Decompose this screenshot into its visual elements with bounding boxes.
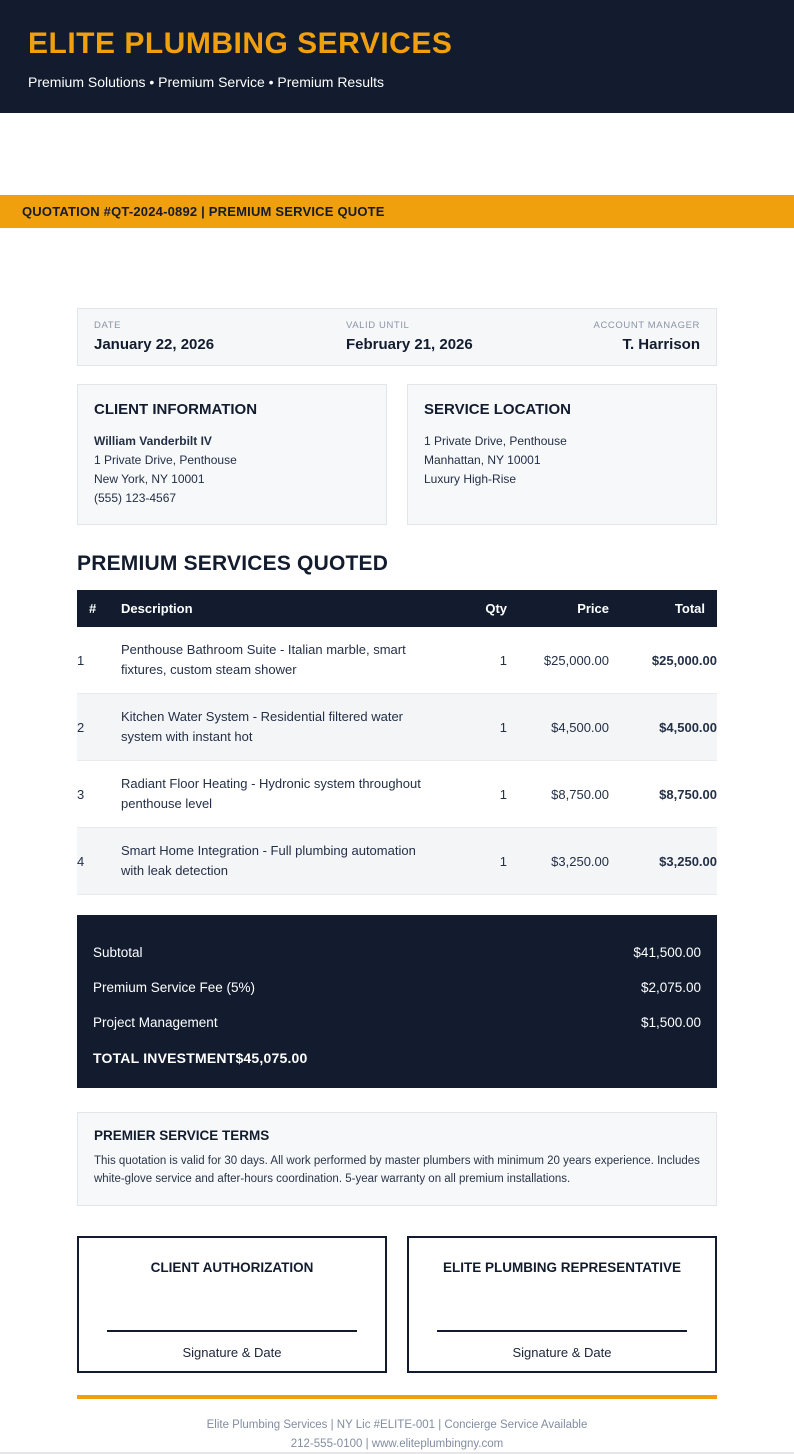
row-qty: 1 [439, 694, 507, 761]
footer-company-line: Elite Plumbing Services | NY Lic #ELITE-001 | Concierge Service Available [206, 1419, 588, 1431]
row-price: $3,250.00 [507, 828, 609, 895]
project-management-value: $1,500.00 [640, 1015, 701, 1030]
header-gap [0, 113, 794, 195]
client-signature-box [77, 1236, 387, 1373]
column-header-description: Description [121, 590, 439, 627]
table-header-row [77, 590, 717, 627]
table-row [77, 761, 717, 828]
service-location-title: SERVICE LOCATION [424, 401, 571, 418]
page-header [0, 0, 794, 113]
service-terms-card [77, 1112, 717, 1206]
row-total: $3,250.00 [609, 828, 717, 895]
column-header-qty: Qty [439, 590, 507, 627]
valid-until-label: VALID UNTIL [346, 320, 410, 331]
row-description: Kitchen Water System - Residential filtered water system with instant hot [121, 694, 439, 761]
account-manager-label: ACCOUNT MANAGER [593, 320, 700, 331]
client-name: William Vanderbilt IV [94, 434, 212, 448]
row-description: Radiant Floor Heating - Hydronic system throughout penthouse level [121, 761, 439, 828]
grand-total-label: TOTAL INVESTMENT [93, 1050, 236, 1066]
row-description: Smart Home Integration - Full plumbing automation with leak detection [121, 828, 439, 895]
services-table [77, 590, 717, 895]
footer-contact-line: 212-555-0100 | www.eliteplumbingny.com [290, 1438, 504, 1450]
footer-divider [77, 1395, 717, 1399]
row-qty: 1 [439, 761, 507, 828]
row-price: $25,000.00 [507, 627, 609, 694]
meta-account-manager [594, 320, 700, 353]
client-signature-caption: Signature & Date [182, 1345, 282, 1360]
row-price: $4,500.00 [507, 694, 609, 761]
location-address-line: 1 Private Drive, Penthouse [424, 434, 567, 448]
quotation-banner: QUOTATION #QT-2024-0892 | PREMIUM SERVICE QUOTE [0, 195, 794, 228]
company-tagline: Premium Solutions • Premium Service • Premium Results [28, 74, 385, 90]
service-location-card [407, 384, 717, 525]
representative-signature-title: ELITE PLUMBING REPRESENTATIVE [442, 1260, 682, 1275]
service-fee-row [93, 970, 701, 1005]
location-type: Luxury High-Rise [424, 472, 517, 486]
client-signature-title: CLIENT AUTHORIZATION [150, 1260, 314, 1275]
quote-meta-card [77, 308, 717, 366]
column-header-total: Total [609, 590, 717, 627]
subtotal-label: Subtotal [93, 945, 143, 960]
client-signature-line [107, 1330, 357, 1332]
document-body [77, 308, 717, 1454]
row-qty: 1 [439, 828, 507, 895]
row-total: $4,500.00 [609, 694, 717, 761]
totals-card [77, 915, 717, 1088]
row-number: 1 [77, 627, 121, 694]
service-fee-label: Premium Service Fee (5%) [93, 980, 256, 995]
service-fee-value: $2,075.00 [640, 980, 701, 995]
company-name: ELITE PLUMBING SERVICES [28, 27, 453, 60]
client-information-title: CLIENT INFORMATION [94, 401, 258, 418]
page-footer [77, 1416, 717, 1454]
meta-valid-until [346, 320, 594, 353]
client-phone: (555) 123-4567 [94, 491, 177, 505]
account-manager-value: T. Harrison [622, 336, 700, 353]
subtotal-value: $41,500.00 [633, 945, 701, 960]
location-address-line: Manhattan, NY 10001 [424, 453, 541, 467]
service-terms-title: PREMIER SERVICE TERMS [94, 1128, 270, 1143]
row-number: 3 [77, 761, 121, 828]
grand-total-value: $45,075.00 [235, 1050, 308, 1066]
services-section-title: PREMIUM SERVICES QUOTED [77, 552, 389, 575]
row-qty: 1 [439, 627, 507, 694]
row-price: $8,750.00 [507, 761, 609, 828]
row-description: Penthouse Bathroom Suite - Italian marble, smart fixtures, custom steam shower [121, 627, 439, 694]
meta-date [94, 320, 346, 353]
service-terms-body: This quotation is valid for 30 days. All work performed by master plumbers with minimum 20 years experience. Includes white-glove service and after-hours coordination. 5-year warranty on all premium installations. [94, 1155, 700, 1185]
info-cards-row [77, 384, 717, 525]
date-value: January 22, 2026 [94, 336, 215, 353]
row-number: 4 [77, 828, 121, 895]
column-header-price: Price [507, 590, 609, 627]
project-management-row [93, 1005, 701, 1040]
client-information-card [77, 384, 387, 525]
row-total: $25,000.00 [609, 627, 717, 694]
project-management-label: Project Management [93, 1015, 218, 1030]
row-number: 2 [77, 694, 121, 761]
representative-signature-line [437, 1330, 687, 1332]
client-address-line: 1 Private Drive, Penthouse [94, 453, 237, 467]
signature-row [77, 1236, 717, 1373]
subtotal-row [93, 935, 701, 970]
valid-until-value: February 21, 2026 [346, 336, 473, 353]
row-total: $8,750.00 [609, 761, 717, 828]
table-row [77, 627, 717, 694]
table-row [77, 828, 717, 895]
grand-total-row [93, 1040, 701, 1066]
representative-signature-caption: Signature & Date [512, 1345, 612, 1360]
client-address-line: New York, NY 10001 [94, 472, 205, 486]
representative-signature-box [407, 1236, 717, 1373]
date-label: DATE [94, 320, 122, 331]
column-header-num: # [77, 590, 121, 627]
table-row [77, 694, 717, 761]
